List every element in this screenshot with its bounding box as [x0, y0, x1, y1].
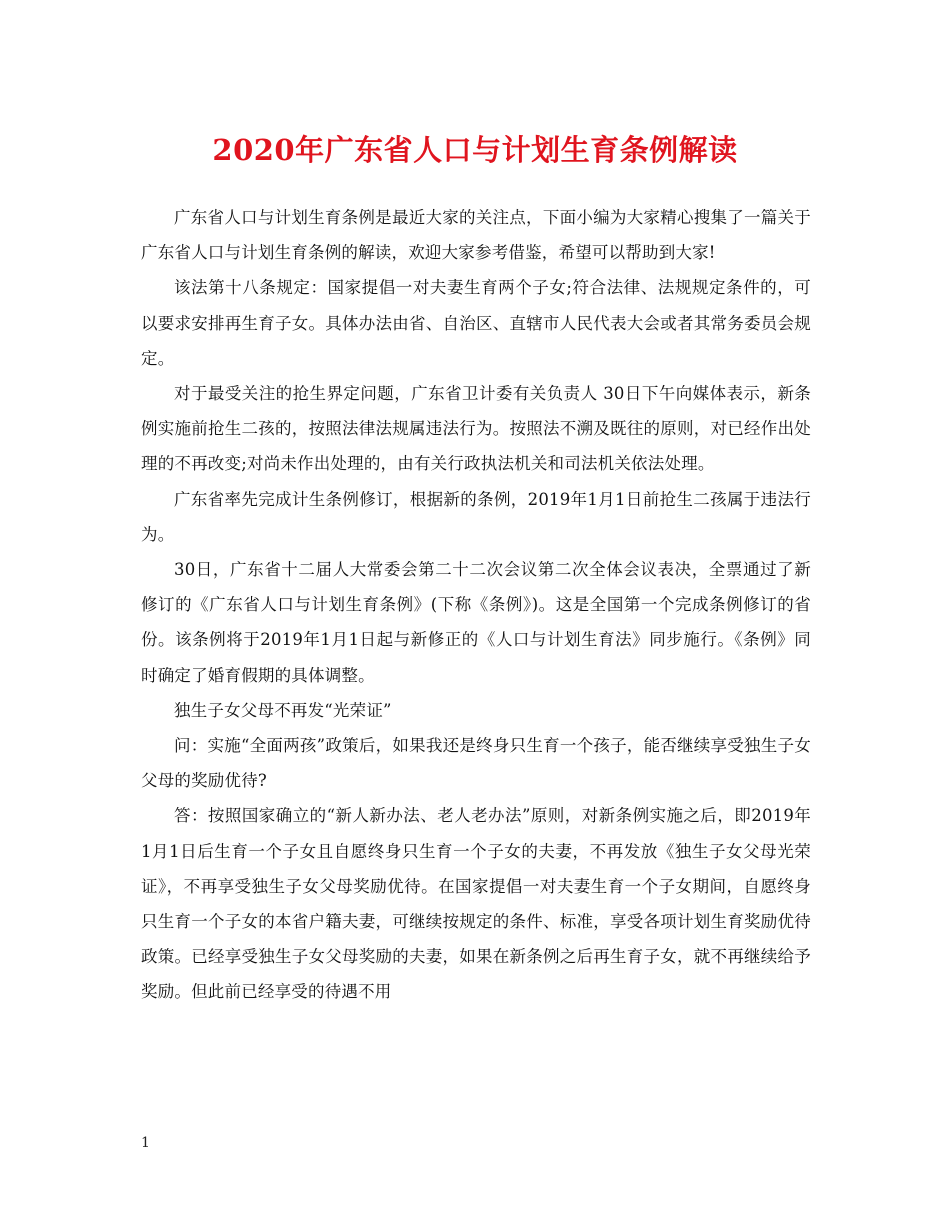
paragraph-revision: 广东省率先完成计生条例修订，根据新的条例，2019年1月1日前抢生二孩属于违法行为。 [141, 489, 811, 544]
paragraph-answer: 答：按照国家确立的“新人新办法、老人老办法”原则，对新条例实施之后，即2019年1月1日后生育一个子女且自愿终身只生育一个子女的夫妻，不再发放《独生子女父母光荣证》，不再享受独生子女父母奖励优待。在国家提倡一对夫妻生育一个子女期间，自愿终身只生育一个子女的本省户籍夫妻，可继续按规定的条件、标准，享受各项计划生育奖励优待政策。已经享受独生子女父母奖励的夫妻，如果在新条例之后再生育子女，就不再继续给予奖励。但此前已经享受的待遇不用 [141, 806, 811, 1002]
paragraph-vote: 30日，广东省十二届人大常委会第二十二次会议第二次全体会议表决，全票通过了新修订的《广东省人口与计划生育条例》(下称《条例》)。这是全国第一个完成条例修订的省份。该条例将于2019年1月1日起与新修正的《人口与计划生育法》同步施行。《条例》同时确定了婚育假期的具体调整。 [141, 560, 811, 685]
paragraph-question: 问：实施“全面两孩”政策后，如果我还是终身只生育一个孩子，能否继续享受独生子女父母的奖励优待? [141, 736, 811, 791]
paragraph-article-18: 该法第十八条规定：国家提倡一对夫妻生育两个子女;符合法律、法规规定条件的，可以要求安排再生育子女。具体办法由省、自治区、直辖市人民代表大会或者其常务委员会规定。 [141, 278, 811, 368]
paragraph-rush-birth: 对于最受关注的抢生界定问题，广东省卫计委有关负责人 30日下午向媒体表示，新条例实施前抢生二孩的，按照法律法规属违法行为。按照法不溯及既往的原则，对已经作出处理的不再改变;对尚未作出处理的，由有关行政执法机关和司法机关依法处理。 [141, 384, 811, 474]
document-body [141, 200, 811, 1010]
page-number: 1 [141, 1135, 150, 1151]
document-title: 2020年广东省人口与计划生育条例解读 [212, 133, 738, 167]
paragraph-intro: 广东省人口与计划生育条例是最近大家的关注点，下面小编为大家精心搜集了一篇关于广东省人口与计划生育条例的解读，欢迎大家参考借鉴，希望可以帮助到大家! [141, 208, 811, 263]
paragraph-subheading: 独生子女父母不再发“光荣证” [174, 700, 392, 720]
